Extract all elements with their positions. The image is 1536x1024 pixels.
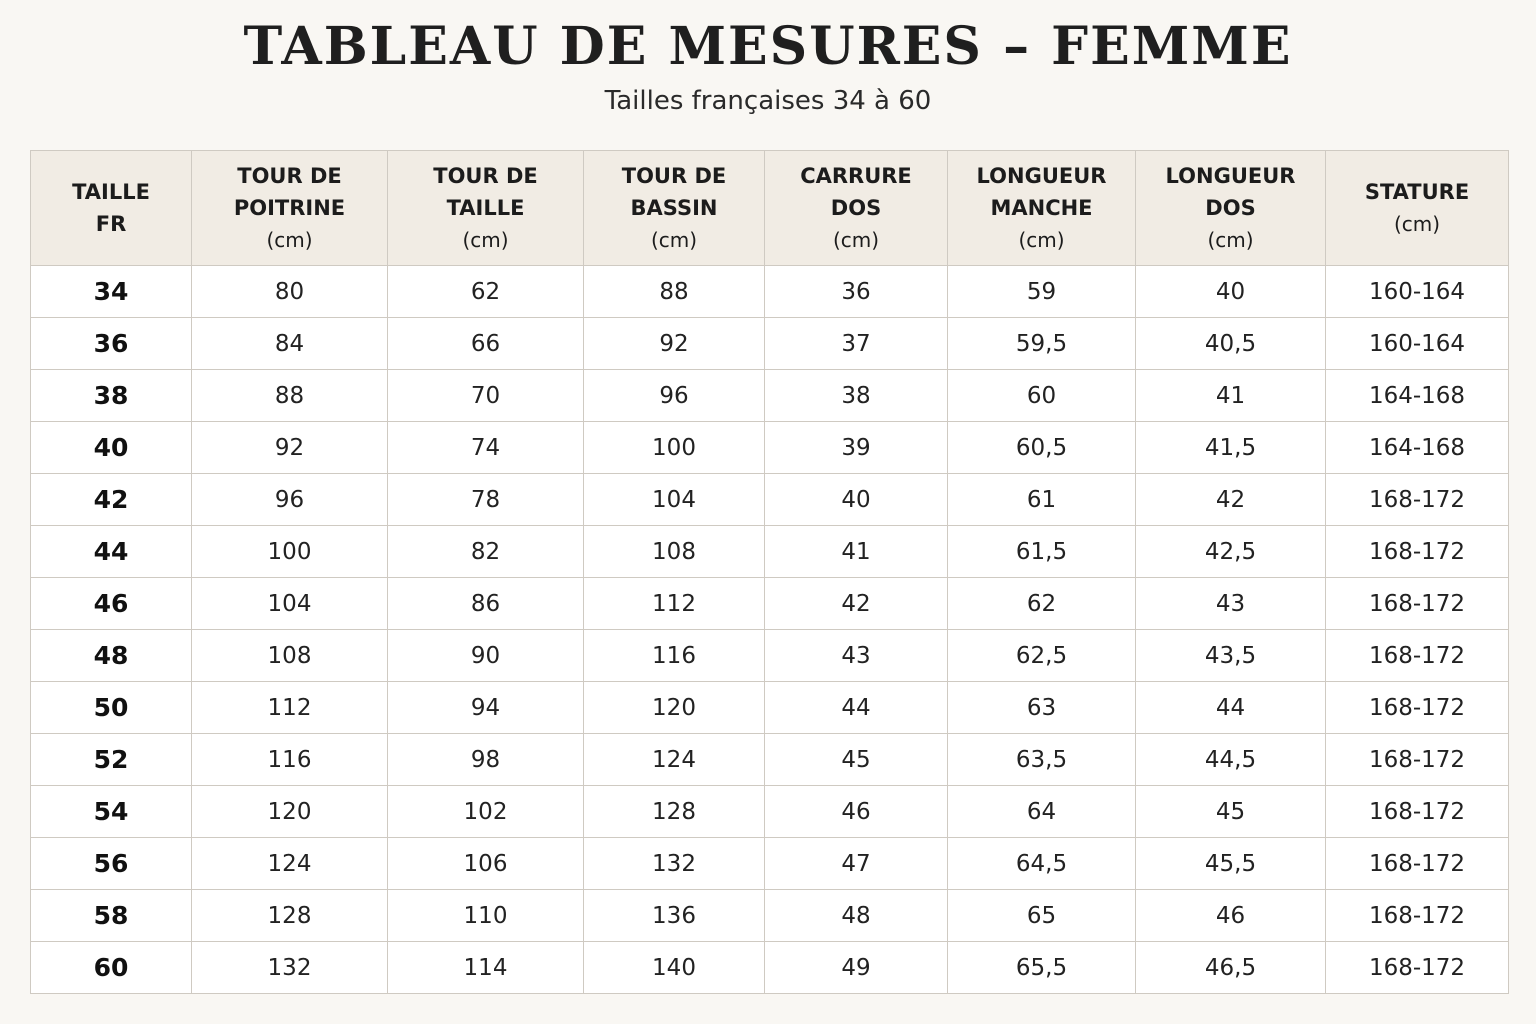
stature-cell: 168-172 — [1326, 526, 1509, 578]
stature-cell: 160-164 — [1326, 266, 1509, 318]
tour-de-poitrine-cell: 124 — [192, 838, 388, 890]
table-row — [31, 474, 1509, 526]
header-unit: (cm) — [832, 228, 880, 252]
tour-de-taille-cell: 66 — [388, 318, 584, 370]
tour-de-bassin-cell: 112 — [584, 578, 765, 630]
tour-de-poitrine-cell: 108 — [192, 630, 388, 682]
size-cell: 56 — [31, 838, 192, 890]
longueur-dos-cell: 43 — [1136, 578, 1326, 630]
longueur-manche-cell: 61,5 — [948, 526, 1136, 578]
longueur-dos-cell: 40 — [1136, 266, 1326, 318]
header-label: TOUR DE TAILLE — [433, 164, 538, 220]
longueur-manche-cell: 63 — [948, 682, 1136, 734]
longueur-manche-cell: 59 — [948, 266, 1136, 318]
stature-cell: 168-172 — [1326, 682, 1509, 734]
stature-cell: 168-172 — [1326, 578, 1509, 630]
header-label: TOUR DE BASSIN — [621, 164, 727, 220]
tour-de-taille-cell: 90 — [388, 630, 584, 682]
tour-de-poitrine-cell: 128 — [192, 890, 388, 942]
size-cell: 34 — [31, 266, 192, 318]
stature-cell: 160-164 — [1326, 318, 1509, 370]
tour-de-taille-cell: 110 — [388, 890, 584, 942]
longueur-manche-cell: 65,5 — [948, 942, 1136, 994]
tour-de-taille-cell: 86 — [388, 578, 584, 630]
page-title: TABLEAU DE MESURES – FEMME — [243, 16, 1293, 77]
tour-de-bassin-cell: 92 — [584, 318, 765, 370]
header-carrure-dos — [765, 151, 948, 266]
tour-de-bassin-cell: 120 — [584, 682, 765, 734]
tour-de-taille-cell: 102 — [388, 786, 584, 838]
longueur-dos-cell: 45,5 — [1136, 838, 1326, 890]
tour-de-taille-cell: 74 — [388, 422, 584, 474]
size-cell: 38 — [31, 370, 192, 422]
carrure-dos-cell: 40 — [765, 474, 948, 526]
header-label: TOUR DE POITRINE — [233, 164, 346, 220]
header-label: STATURE — [1364, 180, 1470, 204]
tour-de-bassin-cell: 140 — [584, 942, 765, 994]
size-cell: 50 — [31, 682, 192, 734]
header-unit: (cm) — [1207, 228, 1254, 252]
longueur-manche-cell: 63,5 — [948, 734, 1136, 786]
carrure-dos-cell: 42 — [765, 578, 948, 630]
carrure-dos-cell: 45 — [765, 734, 948, 786]
size-cell: 52 — [31, 734, 192, 786]
carrure-dos-cell: 41 — [765, 526, 948, 578]
table-row — [31, 370, 1509, 422]
tour-de-bassin-cell: 132 — [584, 838, 765, 890]
longueur-dos-cell: 42 — [1136, 474, 1326, 526]
tour-de-poitrine-cell: 132 — [192, 942, 388, 994]
tour-de-bassin-cell: 100 — [584, 422, 765, 474]
tour-de-taille-cell: 114 — [388, 942, 584, 994]
tour-de-poitrine-cell: 84 — [192, 318, 388, 370]
tour-de-taille-cell: 78 — [388, 474, 584, 526]
stature-cell: 168-172 — [1326, 786, 1509, 838]
table-row — [31, 526, 1509, 578]
page-subtitle: Tailles françaises 34 à 60 — [604, 86, 932, 116]
longueur-manche-cell: 60,5 — [948, 422, 1136, 474]
table-row — [31, 682, 1509, 734]
longueur-dos-cell: 44,5 — [1136, 734, 1326, 786]
tour-de-taille-cell: 106 — [388, 838, 584, 890]
tour-de-bassin-cell: 124 — [584, 734, 765, 786]
header-unit: (cm) — [1018, 228, 1065, 252]
table-row — [31, 578, 1509, 630]
longueur-manche-cell: 60 — [948, 370, 1136, 422]
size-cell: 44 — [31, 526, 192, 578]
carrure-dos-cell: 37 — [765, 318, 948, 370]
carrure-dos-cell: 43 — [765, 630, 948, 682]
tour-de-poitrine-cell: 96 — [192, 474, 388, 526]
header-tour-de-taille — [388, 151, 584, 266]
header-label: CARRURE DOS — [800, 164, 912, 220]
size-cell: 40 — [31, 422, 192, 474]
table-row — [31, 266, 1509, 318]
longueur-dos-cell: 45 — [1136, 786, 1326, 838]
header-unit: (cm) — [1393, 212, 1441, 236]
stature-cell: 168-172 — [1326, 890, 1509, 942]
header-stature — [1326, 151, 1509, 266]
size-cell: 60 — [31, 942, 192, 994]
table-row — [31, 734, 1509, 786]
longueur-dos-cell: 44 — [1136, 682, 1326, 734]
tour-de-poitrine-cell: 100 — [192, 526, 388, 578]
stature-cell: 168-172 — [1326, 474, 1509, 526]
table-row — [31, 942, 1509, 994]
size-cell: 58 — [31, 890, 192, 942]
tour-de-poitrine-cell: 116 — [192, 734, 388, 786]
longueur-manche-cell: 59,5 — [948, 318, 1136, 370]
tour-de-taille-cell: 94 — [388, 682, 584, 734]
longueur-dos-cell: 42,5 — [1136, 526, 1326, 578]
carrure-dos-cell: 48 — [765, 890, 948, 942]
stature-cell: 164-168 — [1326, 370, 1509, 422]
tour-de-poitrine-cell: 104 — [192, 578, 388, 630]
stature-cell: 168-172 — [1326, 838, 1509, 890]
table-row — [31, 422, 1509, 474]
carrure-dos-cell: 38 — [765, 370, 948, 422]
longueur-dos-cell: 40,5 — [1136, 318, 1326, 370]
header-unit: (cm) — [462, 228, 509, 252]
tour-de-poitrine-cell: 88 — [192, 370, 388, 422]
tour-de-poitrine-cell: 80 — [192, 266, 388, 318]
size-cell: 46 — [31, 578, 192, 630]
tour-de-bassin-cell: 136 — [584, 890, 765, 942]
longueur-dos-cell: 46,5 — [1136, 942, 1326, 994]
tour-de-taille-cell: 62 — [388, 266, 584, 318]
size-chart-table — [30, 150, 1509, 994]
longueur-manche-cell: 65 — [948, 890, 1136, 942]
header-row — [31, 151, 1509, 266]
header-label: LONGUEUR DOS — [1165, 164, 1296, 220]
longueur-dos-cell: 43,5 — [1136, 630, 1326, 682]
size-cell: 36 — [31, 318, 192, 370]
stature-cell: 168-172 — [1326, 942, 1509, 994]
longueur-manche-cell: 62,5 — [948, 630, 1136, 682]
longueur-manche-cell: 64,5 — [948, 838, 1136, 890]
longueur-manche-cell: 64 — [948, 786, 1136, 838]
carrure-dos-cell: 49 — [765, 942, 948, 994]
table-row — [31, 838, 1509, 890]
longueur-manche-cell: 61 — [948, 474, 1136, 526]
carrure-dos-cell: 44 — [765, 682, 948, 734]
stature-cell: 164-168 — [1326, 422, 1509, 474]
stature-cell: 168-172 — [1326, 734, 1509, 786]
tour-de-bassin-cell: 108 — [584, 526, 765, 578]
carrure-dos-cell: 46 — [765, 786, 948, 838]
tour-de-taille-cell: 70 — [388, 370, 584, 422]
size-cell: 42 — [31, 474, 192, 526]
header-label: TAILLE FR — [72, 180, 150, 236]
tour-de-taille-cell: 98 — [388, 734, 584, 786]
header-taille — [31, 151, 192, 266]
carrure-dos-cell: 47 — [765, 838, 948, 890]
tour-de-poitrine-cell: 92 — [192, 422, 388, 474]
header-longueur-manche — [948, 151, 1136, 266]
tour-de-bassin-cell: 104 — [584, 474, 765, 526]
carrure-dos-cell: 36 — [765, 266, 948, 318]
table-row — [31, 630, 1509, 682]
tour-de-bassin-cell: 96 — [584, 370, 765, 422]
tour-de-bassin-cell: 128 — [584, 786, 765, 838]
table-row — [31, 786, 1509, 838]
header-longueur-dos — [1136, 151, 1326, 266]
longueur-dos-cell: 41 — [1136, 370, 1326, 422]
header-unit: (cm) — [266, 228, 313, 252]
header-unit: (cm) — [650, 228, 698, 252]
header-label: LONGUEUR MANCHE — [976, 164, 1107, 220]
longueur-dos-cell: 41,5 — [1136, 422, 1326, 474]
longueur-dos-cell: 46 — [1136, 890, 1326, 942]
stature-cell: 168-172 — [1326, 630, 1509, 682]
tour-de-bassin-cell: 116 — [584, 630, 765, 682]
tour-de-bassin-cell: 88 — [584, 266, 765, 318]
header-tour-de-bassin — [584, 151, 765, 266]
carrure-dos-cell: 39 — [765, 422, 948, 474]
size-cell: 48 — [31, 630, 192, 682]
tour-de-poitrine-cell: 112 — [192, 682, 388, 734]
tour-de-taille-cell: 82 — [388, 526, 584, 578]
table-row — [31, 318, 1509, 370]
table-row — [31, 890, 1509, 942]
size-cell: 54 — [31, 786, 192, 838]
tour-de-poitrine-cell: 120 — [192, 786, 388, 838]
header-tour-de-poitrine — [192, 151, 388, 266]
longueur-manche-cell: 62 — [948, 578, 1136, 630]
